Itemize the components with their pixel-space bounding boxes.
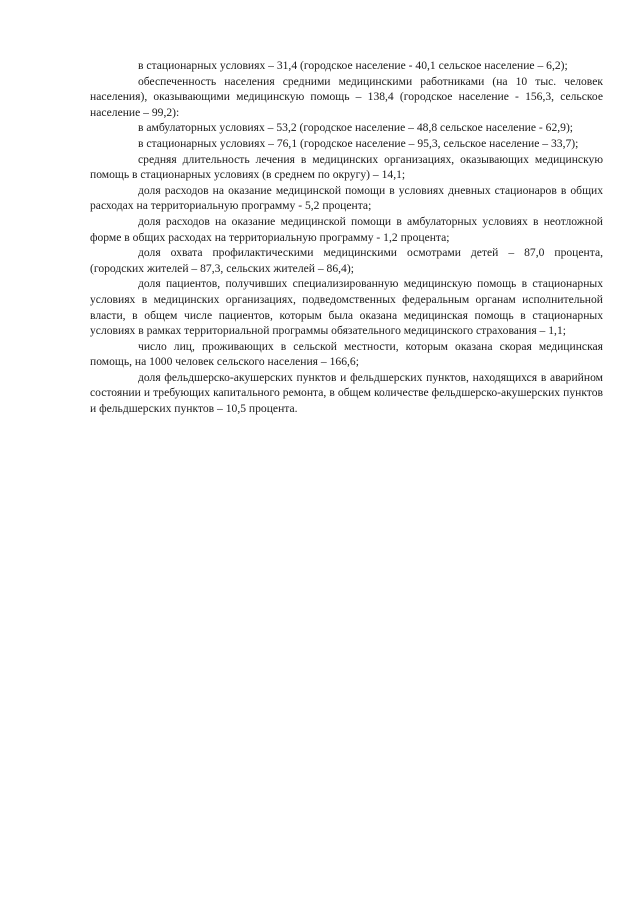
document-body xyxy=(90,58,603,417)
paragraph-child-checkup-coverage: доля охвата профилактическими медицинскими осмотрами детей – 87,0 процента, (городских жителей – 87,3, сельских жителей – 86,4); xyxy=(90,246,603,275)
paragraph-feldsher-points-repair: доля фельдшерско-акушерских пунктов и фельдшерских пунктов, находящихся в аварийном состоянии и требующих капитального ремонта, в общем количестве фельдшерско-акушерских пунктов и фельдшерских пунктов – 10,5 процента. xyxy=(90,370,603,416)
paragraph-outpatient-indicator: в амбулаторных условиях – 53,2 (городское население – 48,8 сельское население - 62,9); xyxy=(138,121,574,135)
paragraph-nursing-staff-provision: обеспеченность населения средними медицинскими работниками (на 10 тыс. человек населения), оказывающими медицинскую помощь – 138,4 (городское население - 156,3, сельское население – 99,2): xyxy=(90,74,603,119)
paragraph-rural-emergency-care: число лиц, проживающих в сельской местности, которым оказана скорая медицинская помощь, на 1000 человек сельского населения – 166,6; xyxy=(90,339,603,369)
paragraph-inpatient-nursing-indicator: в стационарных условиях – 76,1 (городское население – 95,3, сельское население – 33,7); xyxy=(138,136,579,150)
paragraph-federal-specialized-care: доля пациентов, получивших специализированную медицинскую помощь в стационарных условиях в медицинских организациях, подведомственных федеральным органам исполнительной власти, в общем числе пациентов, которым была оказана медицинская помощь в стационарных условиях в рамках территориальной программы обязательного медицинского страхования – 1,1; xyxy=(90,277,603,338)
paragraph-urgent-care-expenses: доля расходов на оказание медицинской помощи в амбулаторных условиях в неотложной форме в общих расходах на территориальную программу - 1,2 процента; xyxy=(90,214,603,244)
paragraph-average-treatment-duration: средняя длительность лечения в медицинских организациях, оказывающих медицинскую помощь в стационарных условиях (в среднем по округу) – 14,1; xyxy=(90,152,603,182)
paragraph-day-hospital-expenses: доля расходов на оказание медицинской помощи в условиях дневных стационаров в общих расходах на территориальную программу - 5,2 процента; xyxy=(90,183,603,213)
paragraph-inpatient-indicator: в стационарных условиях – 31,4 (городское население - 40,1 сельское население – 6,2); xyxy=(138,59,568,72)
